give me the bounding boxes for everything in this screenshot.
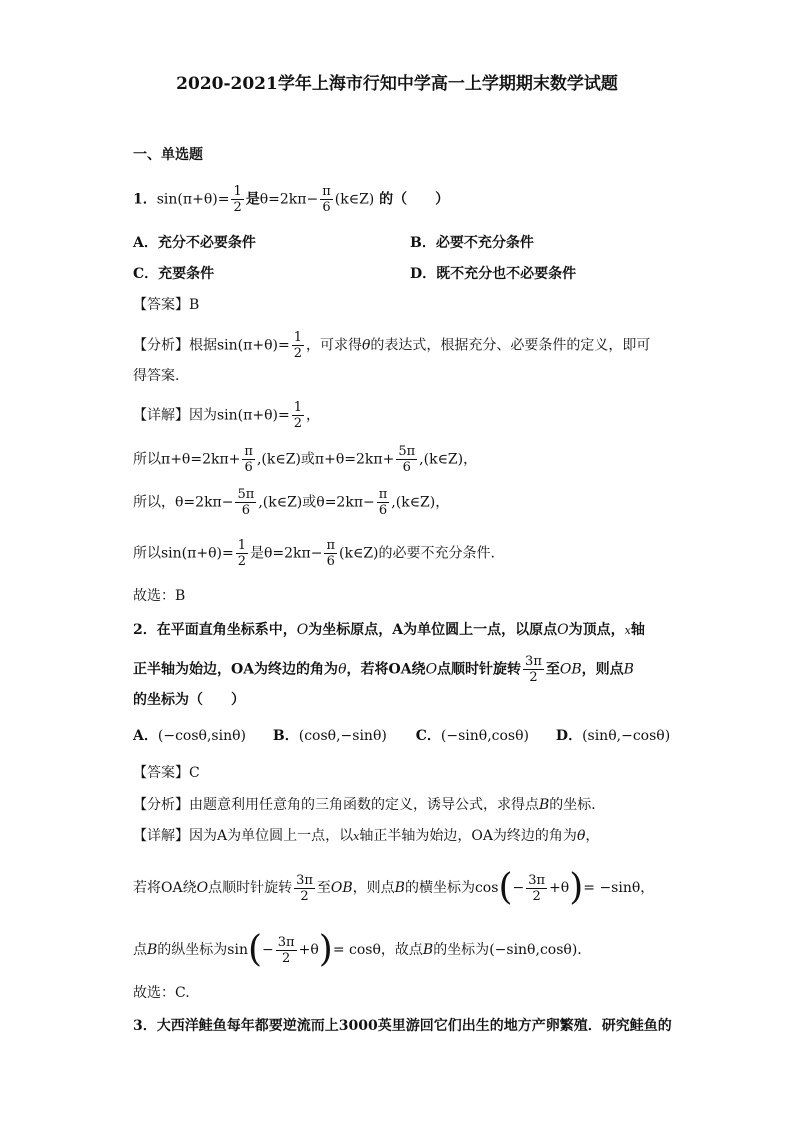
q2-stem-line-3: 的坐标为（ ） [133,692,245,708]
q2-detail-1: 【详解】因为A为单位圆上一点，以x轴正半轴为始边，OA为终边的角为θ， [133,828,600,844]
q2-detail-2: 若将OA绕O点顺时针旋转 $\frac{3\pi}{2}$ 至OB，则点B的横坐标为cos(− $\frac{3\pi}{2}$ +θ)= −sinθ， [133,867,655,908]
fraction: $\frac{3\pi}{2}$ [525,654,542,685]
q1-option-b: B．必要不充分条件 [410,235,534,251]
q1-option-d: D．既不充分也不必要条件 [410,266,577,282]
q2-stem-line-1: 2．在平面直角坐标系中，O为坐标原点，A为单位圆上一点，以原点O为顶点，x轴 [133,622,645,638]
q2-choose: 故选：C. [133,985,190,1001]
q1-stem: 1．sin(π+θ)= $\frac{1}{2}$ 是θ=2kπ− $\frac{\pi}{6}$ (k∈Z) 的（ ） [133,184,450,215]
q2-answer: 【答案】C [133,765,200,781]
q1-conclusion: 所以sin(π+θ)= $\frac{1}{2}$ 是θ=2kπ− $\frac{\pi}{6}$ (k∈Z)的必要不充分条件. [133,538,495,569]
q2-options: A．(−cosθ,sinθ) B．(cosθ,−sinθ) C．(−sinθ,cosθ) D．(sinθ,−cosθ) [133,728,671,744]
fraction: $\frac{1}{2}$ [233,184,242,215]
q1-derivation-2: 所以，θ=2kπ− $\frac{5\pi}{6}$ ,(k∈Z)或θ=2kπ− $\frac{\pi}{6}$ ,(k∈Z)， [133,487,450,518]
page-title: 2020-2021学年上海市行知中学高一上学期期末数学试题 [176,74,618,94]
section-heading: 一、单选题 [133,147,203,163]
q1-analysis: 【分析】根据sin(π+θ)= $\frac{1}{2}$ ，可求得θ的表达式，根据充分、必要条件的定义，即可 [133,330,651,361]
q1-detail: 【详解】因为sin(π+θ)= $\frac{1}{2}$ ， [133,400,320,431]
fraction: $\frac{1}{2}$ [293,400,302,431]
fraction: $\frac{1}{2}$ [293,330,302,361]
q1-formula: sin(π+θ)= [156,191,230,208]
fraction: $\frac{3\pi}{2}$ [528,872,546,904]
fraction: $\frac{5\pi}{6}$ [237,487,255,518]
fraction: $\frac{1}{2}$ [237,538,246,569]
q1-option-a: A．充分不必要条件 [133,235,256,251]
fraction: $\frac{\pi}{6}$ [378,487,388,518]
q3-stem: 3．大西洋鲑鱼每年都要逆流而上3000英里游回它们出生的地方产卵繁殖．研究鲑鱼的 [133,1018,672,1034]
q1-choose: 故选：B [133,588,186,604]
q2-analysis: 【分析】由题意利用任意角的三角函数的定义，诱导公式，求得点B的坐标． [133,797,606,813]
fraction: $\frac{\pi}{6}$ [322,184,331,215]
q2-stem-line-2: 正半轴为始边，OA为终边的角为θ，若将OA绕O点顺时针旋转 $\frac{3\pi}{2}$ 至OB，则点B [133,654,634,685]
q1-answer: 【答案】B [133,297,200,313]
fraction: $\frac{\pi}{6}$ [244,444,253,475]
fraction: $\frac{3\pi}{2}$ [277,934,295,966]
q2-detail-3: 点B的纵坐标为sin(− $\frac{3\pi}{2}$ +θ)= cosθ，故点B的坐标为(−sinθ,cosθ). [133,929,582,970]
fraction: $\frac{5\pi}{6}$ [398,444,416,475]
q1-derivation-1: 所以π+θ=2kπ+ $\frac{\pi}{6}$ ,(k∈Z)或π+θ=2kπ+ $\frac{5\pi}{6}$ ,(k∈Z)， [133,444,478,475]
q1-analysis-cont: 得答案. [133,368,180,384]
fraction: $\frac{3\pi}{2}$ [296,872,313,904]
q1-option-c: C．充要条件 [133,266,215,282]
fraction: $\frac{\pi}{6}$ [326,538,336,569]
